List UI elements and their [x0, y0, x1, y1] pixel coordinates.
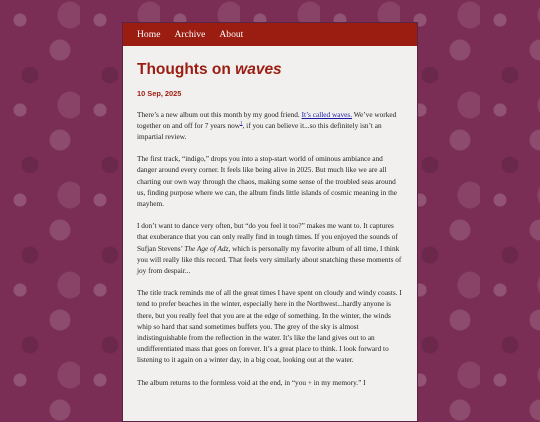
- top-nav: [123, 23, 417, 46]
- paragraph-4: The title track reminds me of all the great times I have spent on cloudy and windy coasts. I tend to prefer beaches in the winter, especially here in the Northwest...hardly anyone is there, but you really feel that you are at the edge of something. In the winter, the winds whip so hard that sand sometimes buffets you. The grey of the sky is almost indistinguishable from the reflection in the water. It’s like the land gives out to an undifferentiated mass that goes on forever. It’s a great place to think. I look forward to listening to it again on a winter day, in a big coat, looking out at the water.: [137, 288, 402, 365]
- page-card: [122, 22, 418, 422]
- post-date: 10 Sep, 2025: [137, 88, 182, 98]
- footnote-link[interactable]: 1: [240, 121, 243, 127]
- paragraph-3: I don’t want to dance very often, but “do you feel it too?” makes me want to. It captures that exuberance that you can only really find in tough times. If you enjoyed the sounds of Sufjan Stevens’ The Age of Adz, which is personally my favorite album of all time, I think you will really like this record. That feels very similarly about snatching these moments of joy from despair...: [137, 221, 402, 276]
- album-link[interactable]: It’s called waves.: [301, 109, 353, 119]
- post-title-emphasis: waves: [235, 61, 282, 78]
- paragraph-2: The first track, “indigo,” drops you into a stop-start world of ominous ambiance and danger around every corner. It feels like being alive in 2025. But much like we are all charting our own way through the chaos, making some sense of the troubled seas around us, finding purpose where we can, the album finds little islands of cosmic meaning in the mayhem.: [137, 154, 397, 209]
- post-title: Thoughts on waves: [137, 61, 282, 78]
- nav-about-link[interactable]: About: [219, 29, 244, 40]
- nav-home-link[interactable]: Home: [137, 29, 161, 40]
- nav-archive-link[interactable]: Archive: [174, 29, 206, 40]
- paragraph-5: The album returns to the formless void at the end, in “you + in my memory.” I: [137, 377, 366, 387]
- album-reference: The Age of Adz: [184, 243, 229, 253]
- post-content: [123, 46, 417, 388]
- paragraph-1: There’s a new album out this month by my good friend. It’s called waves. We’ve worked together on and off for 7 years now$^1$, if you can believe it...so this definitely isn’t an impartial review.: [137, 109, 397, 141]
